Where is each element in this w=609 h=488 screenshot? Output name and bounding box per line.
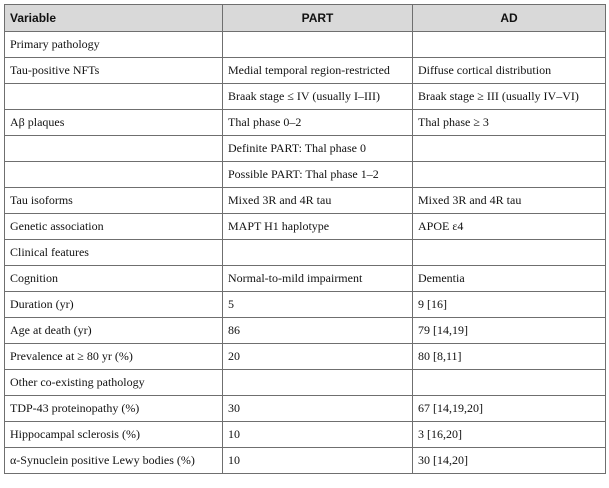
ad-cell: Thal phase ≥ 3 [413, 110, 606, 136]
ad-cell: Mixed 3R and 4R tau [413, 188, 606, 214]
ad-cell: 30 [14,20] [413, 448, 606, 474]
table-row [5, 188, 606, 214]
table-row [5, 266, 606, 292]
header-part: PART [223, 5, 413, 32]
variable-cell: Hippocampal sclerosis (%) [5, 422, 223, 448]
part-cell: Normal-to-mild impairment [223, 266, 413, 292]
ad-cell: Dementia [413, 266, 606, 292]
part-cell [223, 240, 413, 266]
part-cell: 10 [223, 448, 413, 474]
ad-cell [413, 32, 606, 58]
table-row [5, 162, 606, 188]
variable-cell: Aβ plaques [5, 110, 223, 136]
variable-cell [5, 84, 223, 110]
table-row [5, 292, 606, 318]
variable-cell: Clinical features [5, 240, 223, 266]
header-row [5, 5, 606, 32]
part-cell: Mixed 3R and 4R tau [223, 188, 413, 214]
variable-cell: Tau isoforms [5, 188, 223, 214]
table-row [5, 214, 606, 240]
header-variable: Variable [5, 5, 223, 32]
part-cell: 20 [223, 344, 413, 370]
variable-cell: Age at death (yr) [5, 318, 223, 344]
variable-cell: Duration (yr) [5, 292, 223, 318]
ad-cell [413, 136, 606, 162]
table-row [5, 370, 606, 396]
table-row [5, 344, 606, 370]
ad-cell: 9 [16] [413, 292, 606, 318]
ad-cell [413, 240, 606, 266]
variable-cell: Cognition [5, 266, 223, 292]
table-row [5, 396, 606, 422]
ad-cell: Braak stage ≥ III (usually IV–VI) [413, 84, 606, 110]
part-cell: Definite PART: Thal phase 0 [223, 136, 413, 162]
ad-cell: 67 [14,19,20] [413, 396, 606, 422]
header-ad: AD [413, 5, 606, 32]
ad-cell [413, 370, 606, 396]
part-cell: Thal phase 0–2 [223, 110, 413, 136]
ad-cell: 79 [14,19] [413, 318, 606, 344]
ad-cell: 80 [8,11] [413, 344, 606, 370]
variable-cell [5, 162, 223, 188]
table-row [5, 32, 606, 58]
ad-cell [413, 162, 606, 188]
table-row [5, 84, 606, 110]
table-row [5, 110, 606, 136]
part-cell [223, 370, 413, 396]
variable-cell: TDP-43 proteinopathy (%) [5, 396, 223, 422]
part-cell [223, 32, 413, 58]
variable-cell [5, 136, 223, 162]
part-cell: 10 [223, 422, 413, 448]
part-cell: Possible PART: Thal phase 1–2 [223, 162, 413, 188]
table-row [5, 448, 606, 474]
ad-cell: APOE ε4 [413, 214, 606, 240]
part-cell: 30 [223, 396, 413, 422]
table-row [5, 136, 606, 162]
table-row [5, 422, 606, 448]
ad-cell: 3 [16,20] [413, 422, 606, 448]
part-cell: Braak stage ≤ IV (usually I–III) [223, 84, 413, 110]
table-body [5, 32, 606, 474]
part-cell: MAPT H1 haplotype [223, 214, 413, 240]
table-row [5, 240, 606, 266]
variable-cell: Genetic association [5, 214, 223, 240]
ad-cell: Diffuse cortical distribution [413, 58, 606, 84]
part-cell: 5 [223, 292, 413, 318]
table-row [5, 58, 606, 84]
variable-cell: Primary pathology [5, 32, 223, 58]
table-row [5, 318, 606, 344]
comparison-table [4, 4, 606, 474]
part-cell: Medial temporal region-restricted [223, 58, 413, 84]
part-cell: 86 [223, 318, 413, 344]
variable-cell: α-Synuclein positive Lewy bodies (%) [5, 448, 223, 474]
variable-cell: Prevalence at ≥ 80 yr (%) [5, 344, 223, 370]
variable-cell: Tau-positive NFTs [5, 58, 223, 84]
variable-cell: Other co-existing pathology [5, 370, 223, 396]
